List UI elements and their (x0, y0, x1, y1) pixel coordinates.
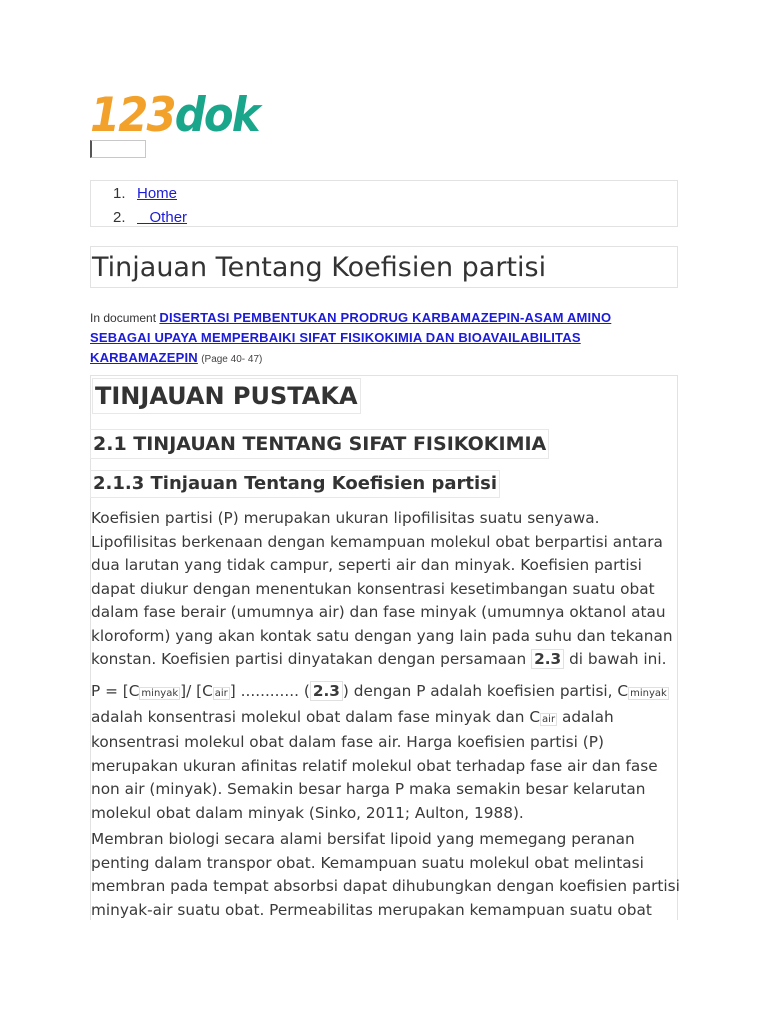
formula-part: P = [C (91, 682, 140, 700)
search-input[interactable] (90, 140, 146, 158)
paragraph-2-text: adalah konsentrasi molekul obat dalam fase air. Harga koefisien partisi (P) merupakan ukuran afinitas relatif molekul obat terhadap fase air dan fase non air (minyak). Semakin besar harga P maka semakin besar kelarutan molekul obat dalam minyak (Sinko, 2011; Aulton, 1988). (91, 707, 658, 822)
page-title: Tinjauan Tentang Koefisien partisi (92, 252, 547, 283)
document-link-line-1: DISERTASI PEMBENTUKAN PRODRUG KARBAMAZEPIN-ASAM AMINO (159, 310, 612, 325)
site-logo[interactable] (90, 86, 259, 146)
logo-number: 123 (90, 88, 175, 143)
page-range: (Page 40- 47) (201, 354, 263, 365)
logo-text: dok (174, 88, 259, 143)
subscript: air (214, 688, 228, 699)
other-link[interactable] (137, 209, 187, 226)
home-link[interactable]: Home (137, 185, 178, 202)
other-link-label: Other (149, 209, 188, 226)
paragraph-2-text: ) dengan P adalah koefisien partisi, C (342, 682, 629, 700)
paragraph-3: Membran biologi secara alami bersifat lipoid yang memegang peranan penting dalam transpor obat. Kemampuan suatu molekul obat melintasi membran pada tempat absorbsi dapat dihubungkan dengan koefisien partisi minyak-air suatu obat. Permeabilitas merupakan kemampuan suatu obat (91, 830, 680, 919)
equation-reference: 2.3 (310, 681, 343, 701)
document-link-line-2: SEBAGAI UPAYA MEMPERBAIKI SIFAT FISIKOKIMIA DAN BIOAVAILABILITAS (90, 330, 581, 345)
formula-part: ]/ [C (180, 682, 213, 700)
paragraph-1-text: Koefisien partisi (P) merupakan ukuran lipofilisitas suatu senyawa. Lipofilisitas berkenaan dengan kemampuan molekul obat berpartisi antara dua larutan yang tidak campur, seperti air dan minyak. Koefisien partisi dapat diukur dengan menentukan konsentrasi kesetimbangan suatu obat dalam fase berair (umumnya air) dan fase minyak (umumnya oktanol atau kloroform) yang akan kontak satu dengan yang lain pada suhu dan tekanan konstan. Koefisien partisi dinyatakan dengan persamaan (91, 509, 673, 668)
chapter-heading: TINJAUAN PUSTAKA (92, 378, 361, 414)
subsection-heading: 2.1.3 Tinjauan Tentang Koefisien partisi (90, 470, 500, 498)
breadcrumb-item-home (113, 184, 177, 204)
formula-part: ] ............ ( (229, 682, 310, 700)
paragraph-1 (91, 507, 681, 672)
document-link[interactable] (90, 310, 611, 365)
section-heading: 2.1 TINJAUAN TENTANG SIFAT FISIKOKIMIA (90, 429, 549, 459)
breadcrumb-number: 1. (113, 185, 126, 202)
breadcrumb (90, 180, 678, 227)
subscript: minyak (141, 688, 179, 699)
paragraph-1-end: di bawah ini. (564, 650, 667, 668)
in-document-prefix: In document (90, 311, 157, 325)
in-document-line (90, 308, 690, 370)
paragraph-2-text: adalah konsentrasi molekul obat dalam fase minyak dan C (91, 707, 541, 726)
subscript: minyak (630, 688, 667, 699)
equation-reference: 2.3 (531, 649, 564, 669)
paragraph-2 (91, 680, 681, 825)
breadcrumb-number: 2. (113, 209, 126, 226)
subscript: air (542, 713, 556, 725)
breadcrumb-item-other (113, 208, 187, 228)
document-link-line-3: KARBAMAZEPIN (90, 350, 198, 365)
